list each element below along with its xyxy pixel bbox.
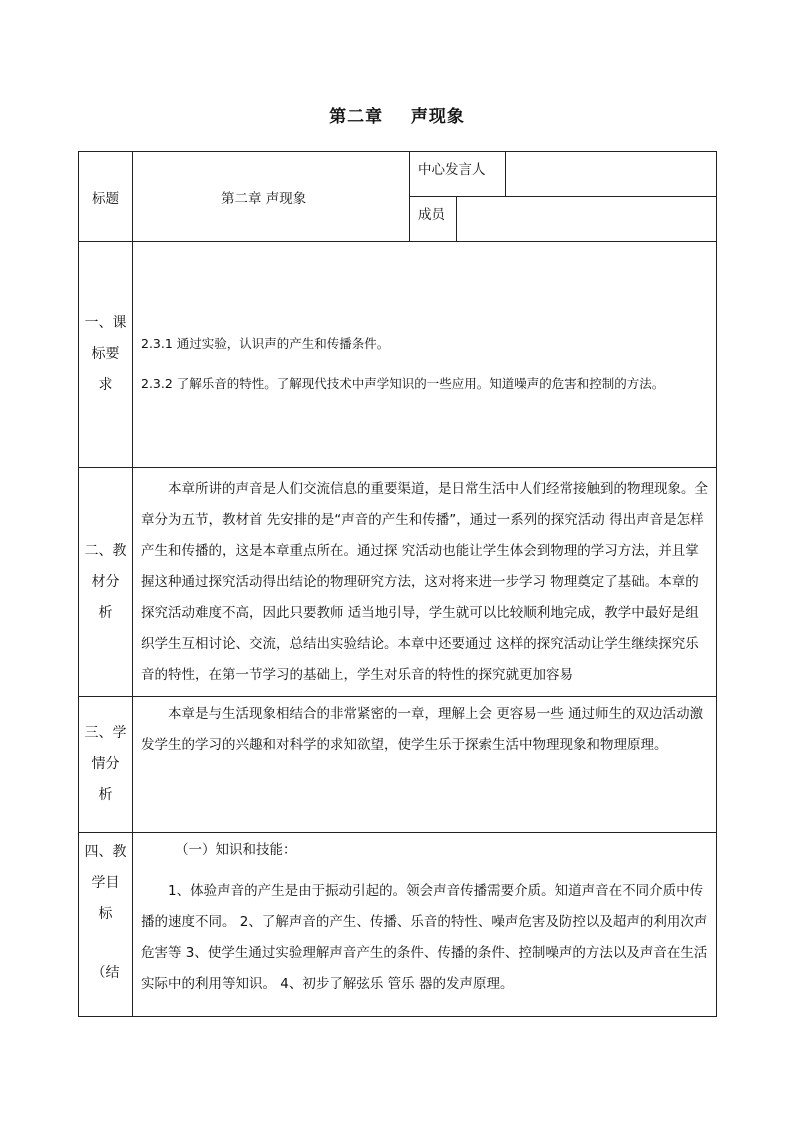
objectives-content	[133, 833, 716, 1000]
objectives-label-cell	[79, 833, 133, 1017]
page-title: 第二章 声现象	[329, 107, 465, 127]
textbook-paragraph: 本章所讲的声音是人们交流信息的重要渠道，是日常生活中人们经常接触到的物理现象。全章分为五节，教材首 先安排的是“声音的产生和传播”，通过一系列的探究活动 得出声音是怎样产生和传播的，这是本章重点所在。通过探 究活动也能让学生体会到物理的学习方法，并且掌握这种通过探究活动得出结论的物理研究方法，这对将来进一步学习 物理奠定了基础。本章的探究活动难度不高，因此只要教师 适当地引导，学生就可以比较顺利地完成，教学中最好是组 织学生互相讨论、交流，总结出实验结论。本章中还要通过 这样的探究活动让学生继续探究乐音的特性，在第一节学习的基础上，学生对乐音的特性的探究就更加容易	[141, 480, 708, 683]
objectives-label-tail: （结	[91, 965, 120, 981]
objectives-label-line: 标	[98, 906, 113, 922]
standards-label-line: 一、课	[84, 315, 127, 331]
speaker-label: 中心发言人	[410, 152, 506, 197]
title-value: 第二章 声现象	[133, 152, 410, 242]
students-paragraph: 本章是与生活现象相结合的非常紧密的一章，理解上会 更容易一些 通过师生的双边活动激发学生的学习的兴趣和对科学的求知欲望，使学生乐于探索生活中物理现象和物理原理。	[141, 706, 704, 753]
members-value	[457, 197, 717, 242]
textbook-content-cell	[133, 468, 717, 697]
textbook-label	[79, 536, 132, 629]
textbook-label-cell	[79, 468, 133, 697]
students-label-line: 析	[98, 787, 113, 803]
textbook-content	[133, 474, 716, 691]
speaker-value	[506, 152, 717, 197]
students-label	[79, 718, 132, 811]
textbook-label-line: 二、教	[84, 542, 127, 559]
objectives-label-line: 四、教	[84, 844, 127, 860]
members-label: 成员	[410, 197, 457, 242]
header-row-title	[79, 152, 717, 197]
section-textbook	[79, 468, 717, 697]
title-label: 标题	[92, 190, 119, 207]
standard-item: 2.3.2 了解乐音的特性。了解现代技术中声学知识的一些应用。知道噪声的危害和控制的方法。	[141, 375, 665, 391]
section-standards	[79, 242, 717, 468]
section-students	[79, 697, 717, 833]
students-label-line: 情分	[91, 756, 120, 772]
standards-label-cell	[79, 242, 133, 468]
students-content-cell	[133, 697, 717, 833]
standard-item: 2.3.1 通过实验，认识声的产生和传播条件。	[141, 335, 390, 351]
title-label-cell	[79, 152, 133, 242]
standards-label	[79, 308, 132, 401]
objectives-paragraph: 1、体验声音的产生是由于振动引起的。领会声音传播需要介质。知道声音在不同介质中传播的速度不同。 2、了解声音的产生、传播、乐音的特性、噪声危害及防控以及超声的利用次声危害等 3、使学生通过实验理解声音产生的条件、传播的条件、控制噪声的方法以及声音在生活实际中的利用等知识。 4、初步了解弦乐 管乐 器的发声原理。	[141, 883, 708, 992]
standards-label-line: 标要	[91, 346, 120, 362]
textbook-label-line: 析	[98, 604, 113, 621]
standards-label-line: 求	[98, 377, 113, 393]
objectives-label	[79, 833, 132, 989]
section-objectives	[79, 833, 717, 1017]
lesson-plan-table	[78, 151, 717, 1017]
objectives-label-line: 学目	[91, 875, 120, 891]
textbook-label-line: 材分	[91, 573, 120, 590]
objectives-subheading: （一）知识和技能：	[175, 842, 297, 858]
students-label-cell	[79, 697, 133, 833]
standards-content	[133, 306, 716, 404]
students-label-line: 三、学	[84, 725, 127, 741]
students-content	[133, 697, 716, 761]
objectives-content-cell	[133, 833, 717, 1017]
standards-content-cell	[133, 242, 717, 468]
